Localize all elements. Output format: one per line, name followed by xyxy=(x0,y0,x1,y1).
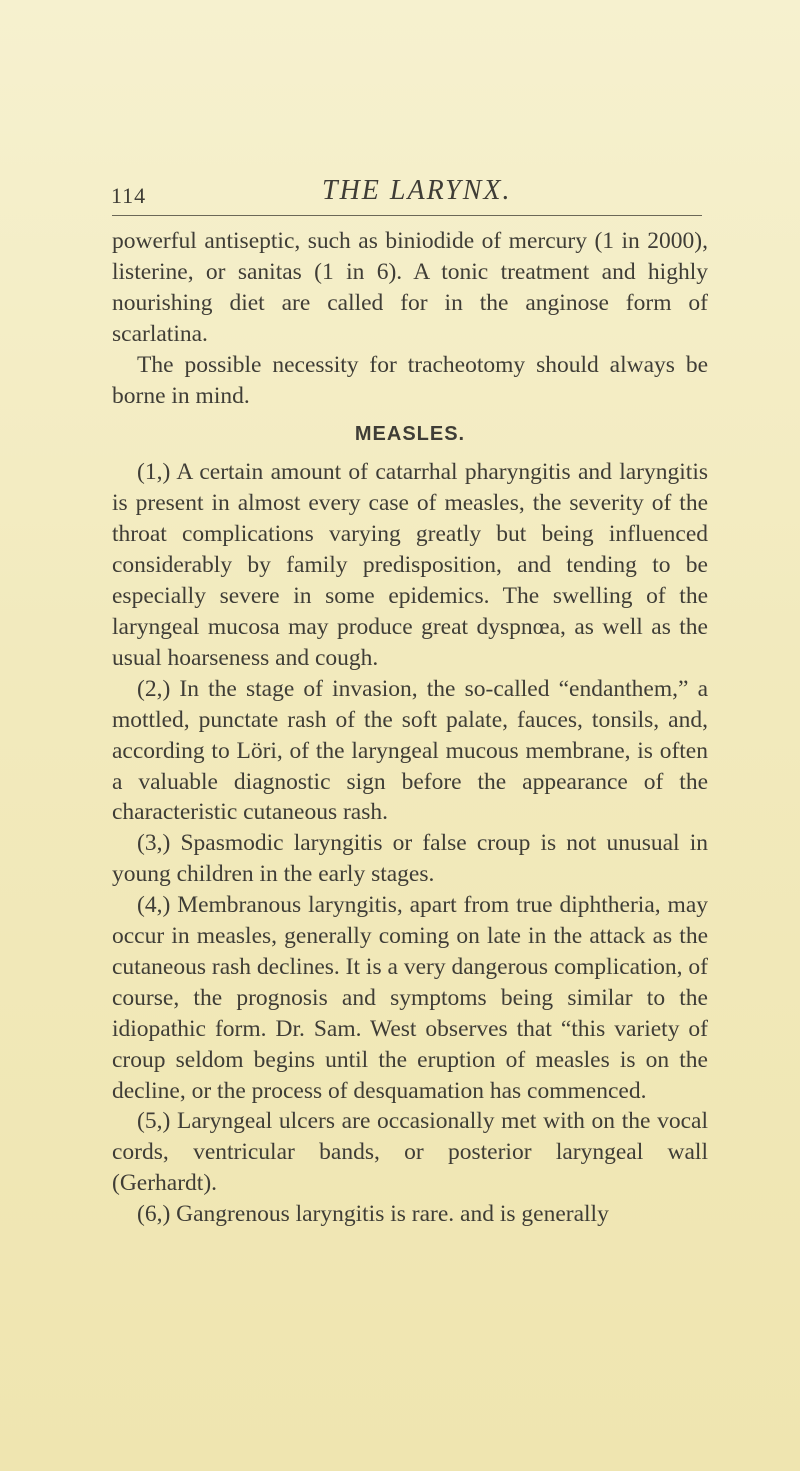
paragraph-number: (3,) xyxy=(137,830,171,857)
paragraph-text: Laryngeal ulcers are occasionally met with on the vocal cords, ventricular bands, or posterior laryngeal wall (Gerhardt). xyxy=(112,1108,709,1197)
paragraph-number: (5,) xyxy=(137,1108,171,1135)
paragraph-text: Gangrenous laryngitis is rare. and is generally xyxy=(176,1201,609,1228)
body-text xyxy=(112,226,708,1230)
paragraph-number: (4,) xyxy=(137,892,171,919)
header-rule xyxy=(112,215,702,216)
running-title: THE LARYNX. xyxy=(322,175,512,206)
section-heading-measles: MEASLES. xyxy=(354,423,466,446)
page-header xyxy=(0,0,800,220)
paragraph-number: (1,) xyxy=(137,459,171,486)
paragraph-tracheotomy: The possible necessity for tracheotomy should always be borne in mind. xyxy=(112,351,708,409)
paragraph-number: (6,) xyxy=(137,1201,171,1228)
page-number: 114 xyxy=(111,183,147,208)
paragraph-number: (2,) xyxy=(137,675,171,702)
paragraph-text: Spasmodic laryngitis or false croup is not unusual in young children in the early stages. xyxy=(112,830,709,888)
paragraph-text: A certain amount of catarrhal pharyngitis and laryngitis is present in almost every case of measles, the severity of the throat complications varying greatly but being influenced considerably by family predisposition, and tending to be especially severe in some epidemics. The swelling of the laryngeal mucosa may produce great dyspnœa, as well as the usual hoarseness and cough. xyxy=(112,459,708,671)
numbered-paragraph-5 xyxy=(112,1106,708,1199)
paragraph-continued: powerful antiseptic, such as biniodide of mercury (1 in 2000), listerine, or sanitas (1 in 6). A tonic treatment and highly nourishing diet are called for in the anginose form of scarlatina. xyxy=(112,228,708,347)
numbered-paragraph-6 xyxy=(112,1199,708,1230)
paragraph-text: In the stage of invasion, the so-called “endanthem,” a mottled, punctate rash of the soft palate, fauces, tonsils, and, according to Löri, of the laryngeal mucous membrane, is often a valuable diagnostic sign before the appearance of the characteristic cutaneous rash. xyxy=(112,675,708,826)
numbered-paragraph-3 xyxy=(112,828,708,890)
numbered-paragraph-2 xyxy=(112,674,708,829)
numbered-paragraph-1 xyxy=(112,457,708,673)
numbered-paragraph-4 xyxy=(112,890,708,1106)
paragraph-text: Membranous laryngitis, apart from true diphtheria, may occur in measles, generally coming on late in the attack as the cutaneous rash declines. It is a very dangerous complication, of course, the prognosis and symptoms being similar to the idiopathic form. Dr. Sam. West observes that “this variety of croup seldom begins until the eruption of measles is on the decline, or the process of desquamation has commenced. xyxy=(112,892,708,1104)
